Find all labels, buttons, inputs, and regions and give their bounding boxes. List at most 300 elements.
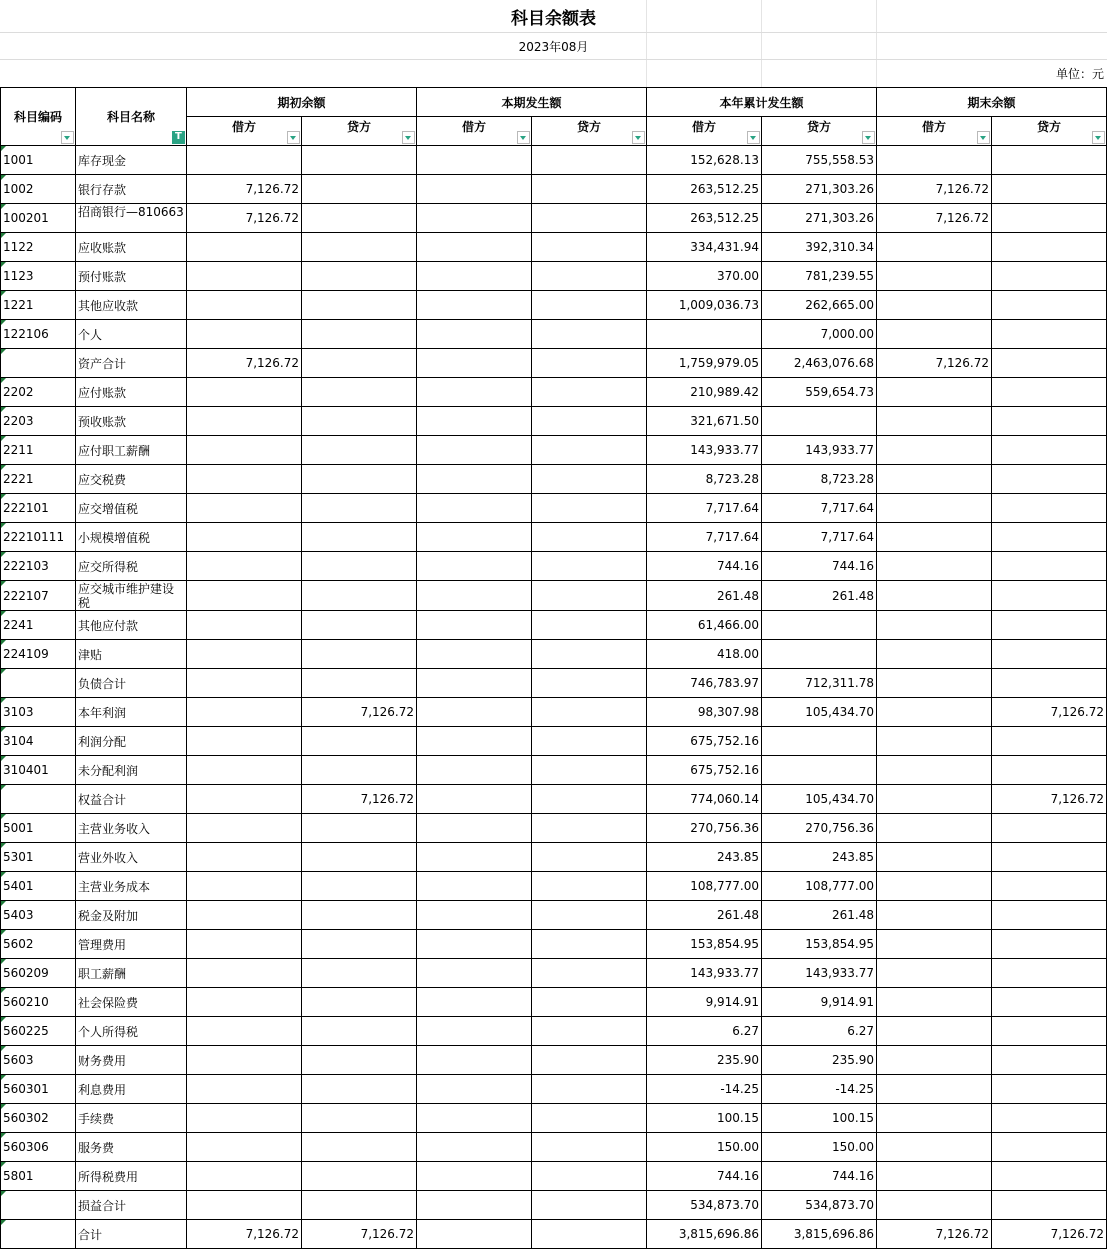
account-name-cell[interactable]: 利息费用 [76, 1075, 187, 1104]
account-code-cell[interactable]: 100201 [1, 204, 76, 233]
amount-cell[interactable] [417, 436, 532, 465]
account-name-cell[interactable]: 小规模增值税 [76, 523, 187, 552]
account-code-cell[interactable]: 1122 [1, 233, 76, 262]
account-name-cell[interactable]: 服务费 [76, 1133, 187, 1162]
amount-cell[interactable] [532, 175, 647, 204]
amount-cell[interactable] [417, 204, 532, 233]
amount-cell[interactable] [187, 930, 302, 959]
account-name-cell[interactable]: 应付职工薪酬 [76, 436, 187, 465]
amount-cell[interactable] [532, 1104, 647, 1133]
amount-cell[interactable] [302, 523, 417, 552]
amount-cell[interactable] [302, 1162, 417, 1191]
amount-cell[interactable] [877, 930, 992, 959]
account-code-cell[interactable]: 2203 [1, 407, 76, 436]
amount-cell[interactable] [187, 436, 302, 465]
account-code-cell[interactable]: 5401 [1, 872, 76, 901]
amount-cell[interactable] [302, 204, 417, 233]
amount-cell[interactable]: 7,126.72 [187, 204, 302, 233]
account-name-cell[interactable]: 个人 [76, 320, 187, 349]
account-name-cell[interactable]: 应收账款 [76, 233, 187, 262]
amount-cell[interactable]: 6.27 [647, 1017, 762, 1046]
amount-cell[interactable]: 271,303.26 [762, 175, 877, 204]
amount-cell[interactable] [877, 494, 992, 523]
account-name-cell[interactable]: 津贴 [76, 640, 187, 669]
account-code-cell[interactable]: 5301 [1, 843, 76, 872]
amount-cell[interactable] [417, 1133, 532, 1162]
amount-cell[interactable] [187, 262, 302, 291]
amount-cell[interactable] [187, 291, 302, 320]
amount-cell[interactable] [532, 233, 647, 262]
amount-cell[interactable]: 675,752.16 [647, 727, 762, 756]
amount-cell[interactable] [187, 233, 302, 262]
amount-cell[interactable] [532, 959, 647, 988]
amount-cell[interactable] [187, 465, 302, 494]
account-name-cell[interactable]: 职工薪酬 [76, 959, 187, 988]
account-code-cell[interactable]: 222107 [1, 581, 76, 611]
amount-cell[interactable] [647, 320, 762, 349]
amount-cell[interactable] [187, 378, 302, 407]
amount-cell[interactable]: 392,310.34 [762, 233, 877, 262]
amount-cell[interactable]: 8,723.28 [762, 465, 877, 494]
table-row[interactable] [1, 1191, 1107, 1220]
amount-cell[interactable] [877, 1191, 992, 1220]
amount-cell[interactable] [187, 1017, 302, 1046]
amount-cell[interactable] [187, 523, 302, 552]
amount-cell[interactable] [187, 727, 302, 756]
amount-cell[interactable]: 7,717.64 [762, 494, 877, 523]
amount-cell[interactable] [877, 640, 992, 669]
amount-cell[interactable]: 270,756.36 [762, 814, 877, 843]
amount-cell[interactable] [187, 698, 302, 727]
amount-cell[interactable] [187, 146, 302, 175]
filter-dropdown-icon[interactable] [632, 131, 645, 144]
amount-cell[interactable] [187, 1104, 302, 1133]
amount-cell[interactable]: 7,126.72 [877, 349, 992, 378]
amount-cell[interactable]: 235.90 [762, 1046, 877, 1075]
account-code-cell[interactable]: 5001 [1, 814, 76, 843]
filter-dropdown-icon[interactable] [1092, 131, 1105, 144]
amount-cell[interactable]: 7,126.72 [877, 1220, 992, 1249]
amount-cell[interactable]: 7,717.64 [647, 494, 762, 523]
amount-cell[interactable]: 262,665.00 [762, 291, 877, 320]
amount-cell[interactable]: 210,989.42 [647, 378, 762, 407]
amount-cell[interactable] [532, 436, 647, 465]
amount-cell[interactable] [187, 1162, 302, 1191]
account-code-cell[interactable]: 122106 [1, 320, 76, 349]
amount-cell[interactable] [417, 378, 532, 407]
amount-cell[interactable] [992, 407, 1107, 436]
table-row[interactable] [1, 291, 1107, 320]
amount-cell[interactable] [877, 378, 992, 407]
amount-cell[interactable] [302, 349, 417, 378]
account-code-cell[interactable]: 222101 [1, 494, 76, 523]
account-name-cell[interactable]: 损益合计 [76, 1191, 187, 1220]
account-code-cell[interactable]: 560225 [1, 1017, 76, 1046]
table-row[interactable] [1, 523, 1107, 552]
table-row[interactable] [1, 930, 1107, 959]
amount-cell[interactable] [532, 378, 647, 407]
amount-cell[interactable]: 321,671.50 [647, 407, 762, 436]
amount-cell[interactable] [992, 552, 1107, 581]
table-row[interactable] [1, 1162, 1107, 1191]
amount-cell[interactable]: 744.16 [762, 552, 877, 581]
amount-cell[interactable]: 744.16 [762, 1162, 877, 1191]
table-row[interactable] [1, 378, 1107, 407]
amount-cell[interactable] [532, 611, 647, 640]
amount-cell[interactable]: 105,434.70 [762, 698, 877, 727]
account-code-cell[interactable]: 1221 [1, 291, 76, 320]
amount-cell[interactable] [532, 640, 647, 669]
amount-cell[interactable] [302, 552, 417, 581]
amount-cell[interactable] [532, 407, 647, 436]
amount-cell[interactable] [532, 727, 647, 756]
amount-cell[interactable] [417, 349, 532, 378]
amount-cell[interactable] [302, 930, 417, 959]
amount-cell[interactable] [302, 959, 417, 988]
amount-cell[interactable] [417, 552, 532, 581]
amount-cell[interactable]: -14.25 [647, 1075, 762, 1104]
table-row[interactable] [1, 262, 1107, 291]
amount-cell[interactable] [532, 1220, 647, 1249]
amount-cell[interactable] [302, 436, 417, 465]
amount-cell[interactable] [532, 843, 647, 872]
amount-cell[interactable] [417, 698, 532, 727]
amount-cell[interactable] [877, 611, 992, 640]
table-row[interactable] [1, 175, 1107, 204]
amount-cell[interactable] [417, 523, 532, 552]
account-code-cell[interactable]: 560302 [1, 1104, 76, 1133]
amount-cell[interactable] [417, 175, 532, 204]
amount-cell[interactable]: 150.00 [647, 1133, 762, 1162]
table-row[interactable] [1, 233, 1107, 262]
amount-cell[interactable]: 7,126.72 [302, 698, 417, 727]
amount-cell[interactable] [877, 756, 992, 785]
account-name-cell[interactable]: 利润分配 [76, 727, 187, 756]
account-code-cell[interactable]: 2221 [1, 465, 76, 494]
amount-cell[interactable] [187, 959, 302, 988]
amount-cell[interactable] [302, 1104, 417, 1133]
amount-cell[interactable] [417, 669, 532, 698]
account-code-cell[interactable]: 560210 [1, 988, 76, 1017]
amount-cell[interactable] [532, 465, 647, 494]
account-name-cell[interactable]: 预收账款 [76, 407, 187, 436]
amount-cell[interactable] [417, 640, 532, 669]
amount-cell[interactable] [992, 1133, 1107, 1162]
filter-dropdown-icon[interactable] [61, 131, 74, 144]
amount-cell[interactable] [302, 1191, 417, 1220]
amount-cell[interactable] [992, 930, 1107, 959]
amount-cell[interactable] [532, 1133, 647, 1162]
amount-cell[interactable] [417, 988, 532, 1017]
amount-cell[interactable]: 153,854.95 [647, 930, 762, 959]
amount-cell[interactable] [992, 727, 1107, 756]
amount-cell[interactable]: 7,000.00 [762, 320, 877, 349]
amount-cell[interactable] [877, 581, 992, 611]
amount-cell[interactable] [532, 320, 647, 349]
amount-cell[interactable] [417, 959, 532, 988]
amount-cell[interactable]: 744.16 [647, 552, 762, 581]
amount-cell[interactable]: 261.48 [762, 901, 877, 930]
amount-cell[interactable] [532, 988, 647, 1017]
amount-cell[interactable] [877, 1017, 992, 1046]
amount-cell[interactable]: 7,717.64 [762, 523, 877, 552]
amount-cell[interactable] [417, 1220, 532, 1249]
amount-cell[interactable] [532, 523, 647, 552]
amount-cell[interactable]: 534,873.70 [762, 1191, 877, 1220]
amount-cell[interactable] [417, 901, 532, 930]
account-code-cell[interactable]: 3104 [1, 727, 76, 756]
amount-cell[interactable] [532, 262, 647, 291]
table-row[interactable] [1, 320, 1107, 349]
amount-cell[interactable] [187, 901, 302, 930]
amount-cell[interactable] [992, 436, 1107, 465]
amount-cell[interactable] [532, 204, 647, 233]
account-name-cell[interactable]: 应交增值税 [76, 494, 187, 523]
amount-cell[interactable] [992, 669, 1107, 698]
amount-cell[interactable]: 7,126.72 [877, 175, 992, 204]
amount-cell[interactable] [532, 552, 647, 581]
amount-cell[interactable]: 7,717.64 [647, 523, 762, 552]
amount-cell[interactable] [302, 581, 417, 611]
amount-cell[interactable] [877, 262, 992, 291]
amount-cell[interactable] [532, 698, 647, 727]
amount-cell[interactable]: 152,628.13 [647, 146, 762, 175]
amount-cell[interactable]: 744.16 [647, 1162, 762, 1191]
amount-cell[interactable] [877, 988, 992, 1017]
account-code-cell[interactable]: 5603 [1, 1046, 76, 1075]
account-code-cell[interactable] [1, 785, 76, 814]
account-name-cell[interactable]: 主营业务成本 [76, 872, 187, 901]
amount-cell[interactable]: 7,126.72 [187, 1220, 302, 1249]
amount-cell[interactable] [187, 843, 302, 872]
amount-cell[interactable]: 1,759,979.05 [647, 349, 762, 378]
amount-cell[interactable] [302, 1133, 417, 1162]
amount-cell[interactable]: 243.85 [647, 843, 762, 872]
account-code-cell[interactable]: 1002 [1, 175, 76, 204]
amount-cell[interactable] [992, 1046, 1107, 1075]
amount-cell[interactable]: 7,126.72 [187, 175, 302, 204]
account-name-cell[interactable]: 管理费用 [76, 930, 187, 959]
amount-cell[interactable] [417, 1017, 532, 1046]
amount-cell[interactable] [302, 175, 417, 204]
amount-cell[interactable] [417, 1075, 532, 1104]
amount-cell[interactable] [877, 1104, 992, 1133]
account-code-cell[interactable]: 22210111 [1, 523, 76, 552]
account-name-cell[interactable]: 税金及附加 [76, 901, 187, 930]
account-name-cell[interactable]: 银行存款 [76, 175, 187, 204]
amount-cell[interactable] [417, 611, 532, 640]
amount-cell[interactable] [187, 1191, 302, 1220]
table-row[interactable] [1, 349, 1107, 378]
amount-cell[interactable] [187, 581, 302, 611]
amount-cell[interactable] [302, 1046, 417, 1075]
amount-cell[interactable] [302, 378, 417, 407]
amount-cell[interactable] [532, 872, 647, 901]
account-code-cell[interactable] [1, 1191, 76, 1220]
account-name-cell[interactable]: 库存现金 [76, 146, 187, 175]
table-row[interactable] [1, 465, 1107, 494]
amount-cell[interactable]: 712,311.78 [762, 669, 877, 698]
amount-cell[interactable]: 263,512.25 [647, 175, 762, 204]
account-code-cell[interactable] [1, 1220, 76, 1249]
amount-cell[interactable]: 243.85 [762, 843, 877, 872]
amount-cell[interactable] [992, 1104, 1107, 1133]
account-name-cell[interactable]: 应付账款 [76, 378, 187, 407]
amount-cell[interactable]: 559,654.73 [762, 378, 877, 407]
table-row[interactable] [1, 698, 1107, 727]
amount-cell[interactable]: 746,783.97 [647, 669, 762, 698]
amount-cell[interactable] [992, 320, 1107, 349]
amount-cell[interactable]: 100.15 [762, 1104, 877, 1133]
amount-cell[interactable] [992, 1162, 1107, 1191]
amount-cell[interactable] [532, 146, 647, 175]
amount-cell[interactable]: 7,126.72 [992, 698, 1107, 727]
amount-cell[interactable]: 418.00 [647, 640, 762, 669]
amount-cell[interactable] [417, 843, 532, 872]
amount-cell[interactable] [877, 291, 992, 320]
filter-active-icon[interactable] [172, 131, 185, 144]
amount-cell[interactable] [877, 1162, 992, 1191]
account-name-cell[interactable]: 未分配利润 [76, 756, 187, 785]
account-name-cell[interactable]: 合计 [76, 1220, 187, 1249]
account-name-cell[interactable]: 其他应收款 [76, 291, 187, 320]
amount-cell[interactable] [532, 901, 647, 930]
account-name-cell[interactable]: 资产合计 [76, 349, 187, 378]
table-row[interactable] [1, 1220, 1107, 1249]
amount-cell[interactable] [302, 901, 417, 930]
amount-cell[interactable] [417, 756, 532, 785]
amount-cell[interactable] [417, 1191, 532, 1220]
amount-cell[interactable] [417, 146, 532, 175]
amount-cell[interactable] [302, 669, 417, 698]
amount-cell[interactable] [302, 814, 417, 843]
amount-cell[interactable] [877, 698, 992, 727]
amount-cell[interactable]: 6.27 [762, 1017, 877, 1046]
account-name-cell[interactable]: 负债合计 [76, 669, 187, 698]
amount-cell[interactable]: 7,126.72 [187, 349, 302, 378]
account-name-cell[interactable]: 主营业务收入 [76, 814, 187, 843]
amount-cell[interactable] [187, 785, 302, 814]
amount-cell[interactable] [302, 494, 417, 523]
account-code-cell[interactable] [1, 349, 76, 378]
amount-cell[interactable] [187, 872, 302, 901]
amount-cell[interactable] [877, 727, 992, 756]
amount-cell[interactable] [877, 785, 992, 814]
amount-cell[interactable] [417, 930, 532, 959]
account-code-cell[interactable]: 2211 [1, 436, 76, 465]
amount-cell[interactable]: 781,239.55 [762, 262, 877, 291]
account-name-cell[interactable]: 财务费用 [76, 1046, 187, 1075]
amount-cell[interactable]: 105,434.70 [762, 785, 877, 814]
table-row[interactable] [1, 1046, 1107, 1075]
amount-cell[interactable] [417, 291, 532, 320]
amount-cell[interactable] [302, 291, 417, 320]
amount-cell[interactable] [187, 494, 302, 523]
account-code-cell[interactable]: 2241 [1, 611, 76, 640]
filter-dropdown-icon[interactable] [402, 131, 415, 144]
account-name-cell[interactable]: 招商银行—810663 [76, 204, 187, 233]
account-code-cell[interactable]: 560306 [1, 1133, 76, 1162]
amount-cell[interactable] [417, 465, 532, 494]
amount-cell[interactable] [992, 494, 1107, 523]
amount-cell[interactable] [302, 843, 417, 872]
amount-cell[interactable]: -14.25 [762, 1075, 877, 1104]
amount-cell[interactable] [417, 727, 532, 756]
amount-cell[interactable]: 534,873.70 [647, 1191, 762, 1220]
amount-cell[interactable] [532, 785, 647, 814]
amount-cell[interactable]: 108,777.00 [762, 872, 877, 901]
amount-cell[interactable]: 150.00 [762, 1133, 877, 1162]
amount-cell[interactable] [877, 436, 992, 465]
amount-cell[interactable] [762, 407, 877, 436]
account-name-cell[interactable]: 个人所得税 [76, 1017, 187, 1046]
amount-cell[interactable] [762, 640, 877, 669]
amount-cell[interactable] [992, 640, 1107, 669]
account-name-cell[interactable]: 手续费 [76, 1104, 187, 1133]
filter-dropdown-icon[interactable] [862, 131, 875, 144]
amount-cell[interactable]: 100.15 [647, 1104, 762, 1133]
amount-cell[interactable] [187, 814, 302, 843]
amount-cell[interactable]: 3,815,696.86 [762, 1220, 877, 1249]
amount-cell[interactable] [877, 872, 992, 901]
amount-cell[interactable] [187, 552, 302, 581]
amount-cell[interactable] [187, 1075, 302, 1104]
amount-cell[interactable] [302, 407, 417, 436]
amount-cell[interactable] [302, 262, 417, 291]
amount-cell[interactable]: 7,126.72 [992, 785, 1107, 814]
amount-cell[interactable] [532, 1162, 647, 1191]
amount-cell[interactable] [762, 611, 877, 640]
amount-cell[interactable] [992, 291, 1107, 320]
amount-cell[interactable]: 143,933.77 [647, 959, 762, 988]
amount-cell[interactable]: 2,463,076.68 [762, 349, 877, 378]
amount-cell[interactable]: 675,752.16 [647, 756, 762, 785]
amount-cell[interactable] [187, 669, 302, 698]
amount-cell[interactable] [417, 494, 532, 523]
account-name-cell[interactable]: 应交税费 [76, 465, 187, 494]
amount-cell[interactable] [417, 1104, 532, 1133]
amount-cell[interactable]: 3,815,696.86 [647, 1220, 762, 1249]
amount-cell[interactable] [877, 233, 992, 262]
amount-cell[interactable] [417, 1046, 532, 1075]
amount-cell[interactable] [992, 175, 1107, 204]
amount-cell[interactable] [187, 640, 302, 669]
amount-cell[interactable] [992, 959, 1107, 988]
account-code-cell[interactable]: 560209 [1, 959, 76, 988]
amount-cell[interactable] [877, 523, 992, 552]
account-code-cell[interactable]: 3103 [1, 698, 76, 727]
table-row[interactable] [1, 901, 1107, 930]
amount-cell[interactable]: 143,933.77 [647, 436, 762, 465]
amount-cell[interactable] [417, 872, 532, 901]
table-row[interactable] [1, 611, 1107, 640]
amount-cell[interactable] [877, 1133, 992, 1162]
amount-cell[interactable]: 334,431.94 [647, 233, 762, 262]
filter-dropdown-icon[interactable] [517, 131, 530, 144]
table-row[interactable] [1, 814, 1107, 843]
table-row[interactable] [1, 146, 1107, 175]
table-row[interactable] [1, 1133, 1107, 1162]
amount-cell[interactable] [992, 1017, 1107, 1046]
amount-cell[interactable]: 7,126.72 [877, 204, 992, 233]
table-row[interactable] [1, 204, 1107, 233]
account-code-cell[interactable]: 5403 [1, 901, 76, 930]
amount-cell[interactable] [302, 727, 417, 756]
amount-cell[interactable]: 1,009,036.73 [647, 291, 762, 320]
amount-cell[interactable] [532, 756, 647, 785]
amount-cell[interactable]: 108,777.00 [647, 872, 762, 901]
amount-cell[interactable] [187, 756, 302, 785]
